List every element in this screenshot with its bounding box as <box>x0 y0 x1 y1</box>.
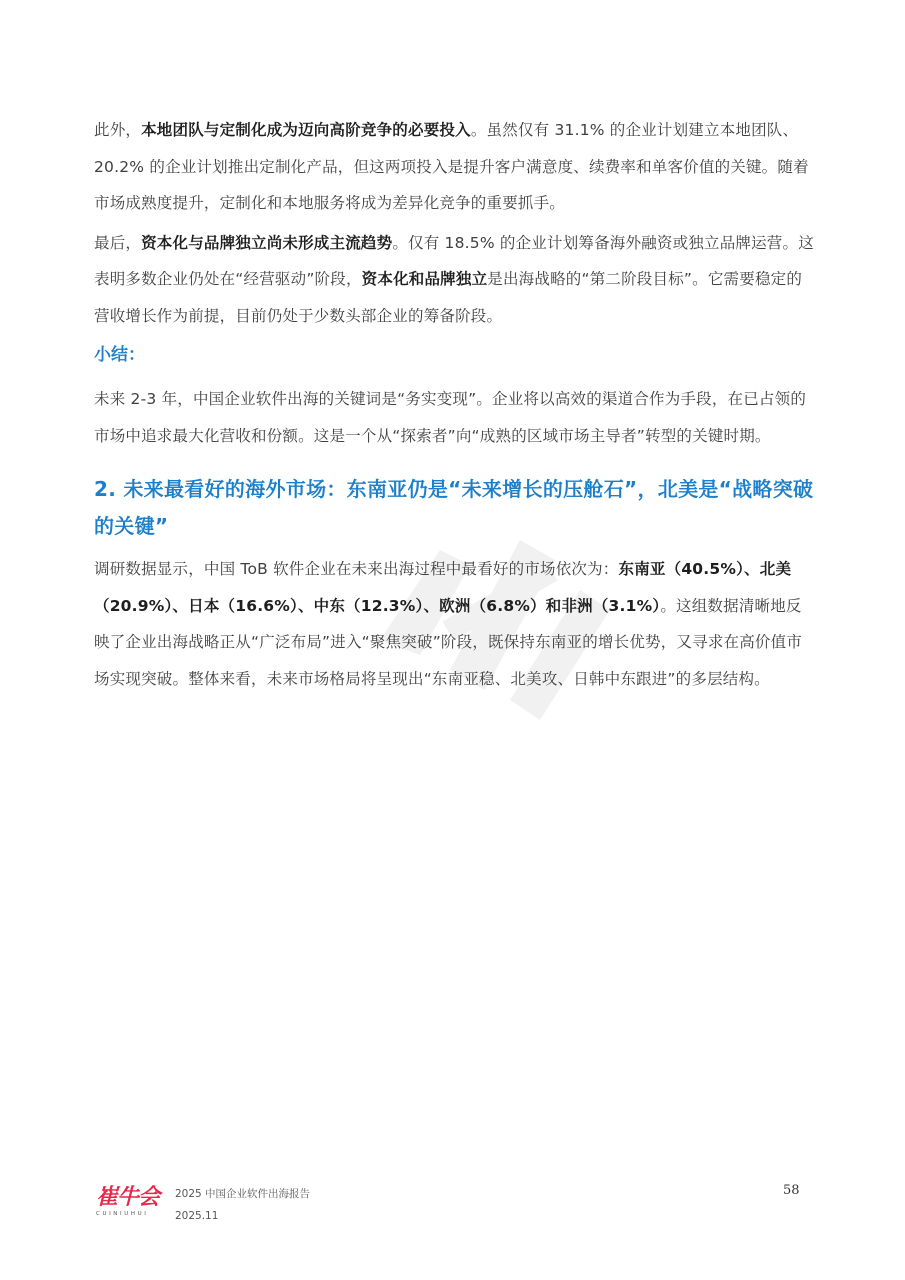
logo-subtext: CUINIUHUI <box>96 1211 149 1217</box>
text-run: 。这组数据清晰地反映了企业出海战略正从“广泛布局”进入“聚焦突破”阶段，既保持东南亚的增长优势，又寻求在高价值市场实现突破。整体来看，未来市场格局将呈现出“东南亚稳、北美攻、日韩中东跟进”的多层结构。 <box>94 596 803 688</box>
paragraph-markets <box>94 551 814 697</box>
text-run: 。虽然仅有 31.1% 的企业计划建立本地团队、20.2% 的企业计划推出定制化产品，但这两项投入是提升客户满意度、续费率和单客价值的关键。随着市场成熟度提升，定制化和本地服务将成为差异化竞争的重要抓手。 <box>94 121 809 212</box>
bold-text: 本地团队与定制化成为迈向高阶竞争的必要投入 <box>141 121 471 139</box>
text-run: 是出海战略的“第二阶段目标”。它需要稳定的营收增长作为前提，目前仍处于少数头部企业的筹备阶段。 <box>94 270 803 325</box>
report-title: 2025 中国企业软件出海报告 <box>175 1188 311 1200</box>
section-heading: 2. 未来最看好的海外市场：东南亚仍是“未来增长的压舱石”，北美是“战略突破的关键” <box>94 477 814 538</box>
text-run: 最后， <box>94 233 142 252</box>
bold-text: 东南亚（40.5%）、北美（20.9%）、日本（16.6%）、中东（12.3%）、欧洲（6.8%）和非洲（3.1%） <box>94 560 792 615</box>
report-date: 2025.11 <box>175 1210 219 1222</box>
logo-text: 崔牛会 <box>96 1185 160 1210</box>
paragraph-summary: 未来 2-3 年，中国企业软件出海的关键词是“务实变现”。企业将以高效的渠道合作为手段，在已占领的市场中追求最大化营收和份额。这是一个从“探索者”向“成熟的区域市场主导者”转型的关键时期。 <box>94 390 807 445</box>
text-run: 调研数据显示，中国 ToB 软件企业在未来出海过程中最看好的市场依次为： <box>94 560 619 578</box>
page-number: 58 <box>783 1183 800 1198</box>
bold-text: 资本化和品牌独立 <box>361 270 488 288</box>
summary-heading: 小结： <box>94 345 145 365</box>
page-content <box>94 112 814 697</box>
text-run: 此外， <box>94 121 142 139</box>
bold-text: 资本化与品牌独立尚未形成主流趋势 <box>141 233 393 252</box>
paragraph-local-team <box>94 112 814 222</box>
brand-logo <box>96 1186 162 1224</box>
paragraph-capitalization <box>94 225 814 335</box>
text-run: 。仅有 18.5% 的企业计划筹备海外融资或独立品牌运营。这表明多数企业仍处在“经营驱动”阶段， <box>94 233 814 288</box>
